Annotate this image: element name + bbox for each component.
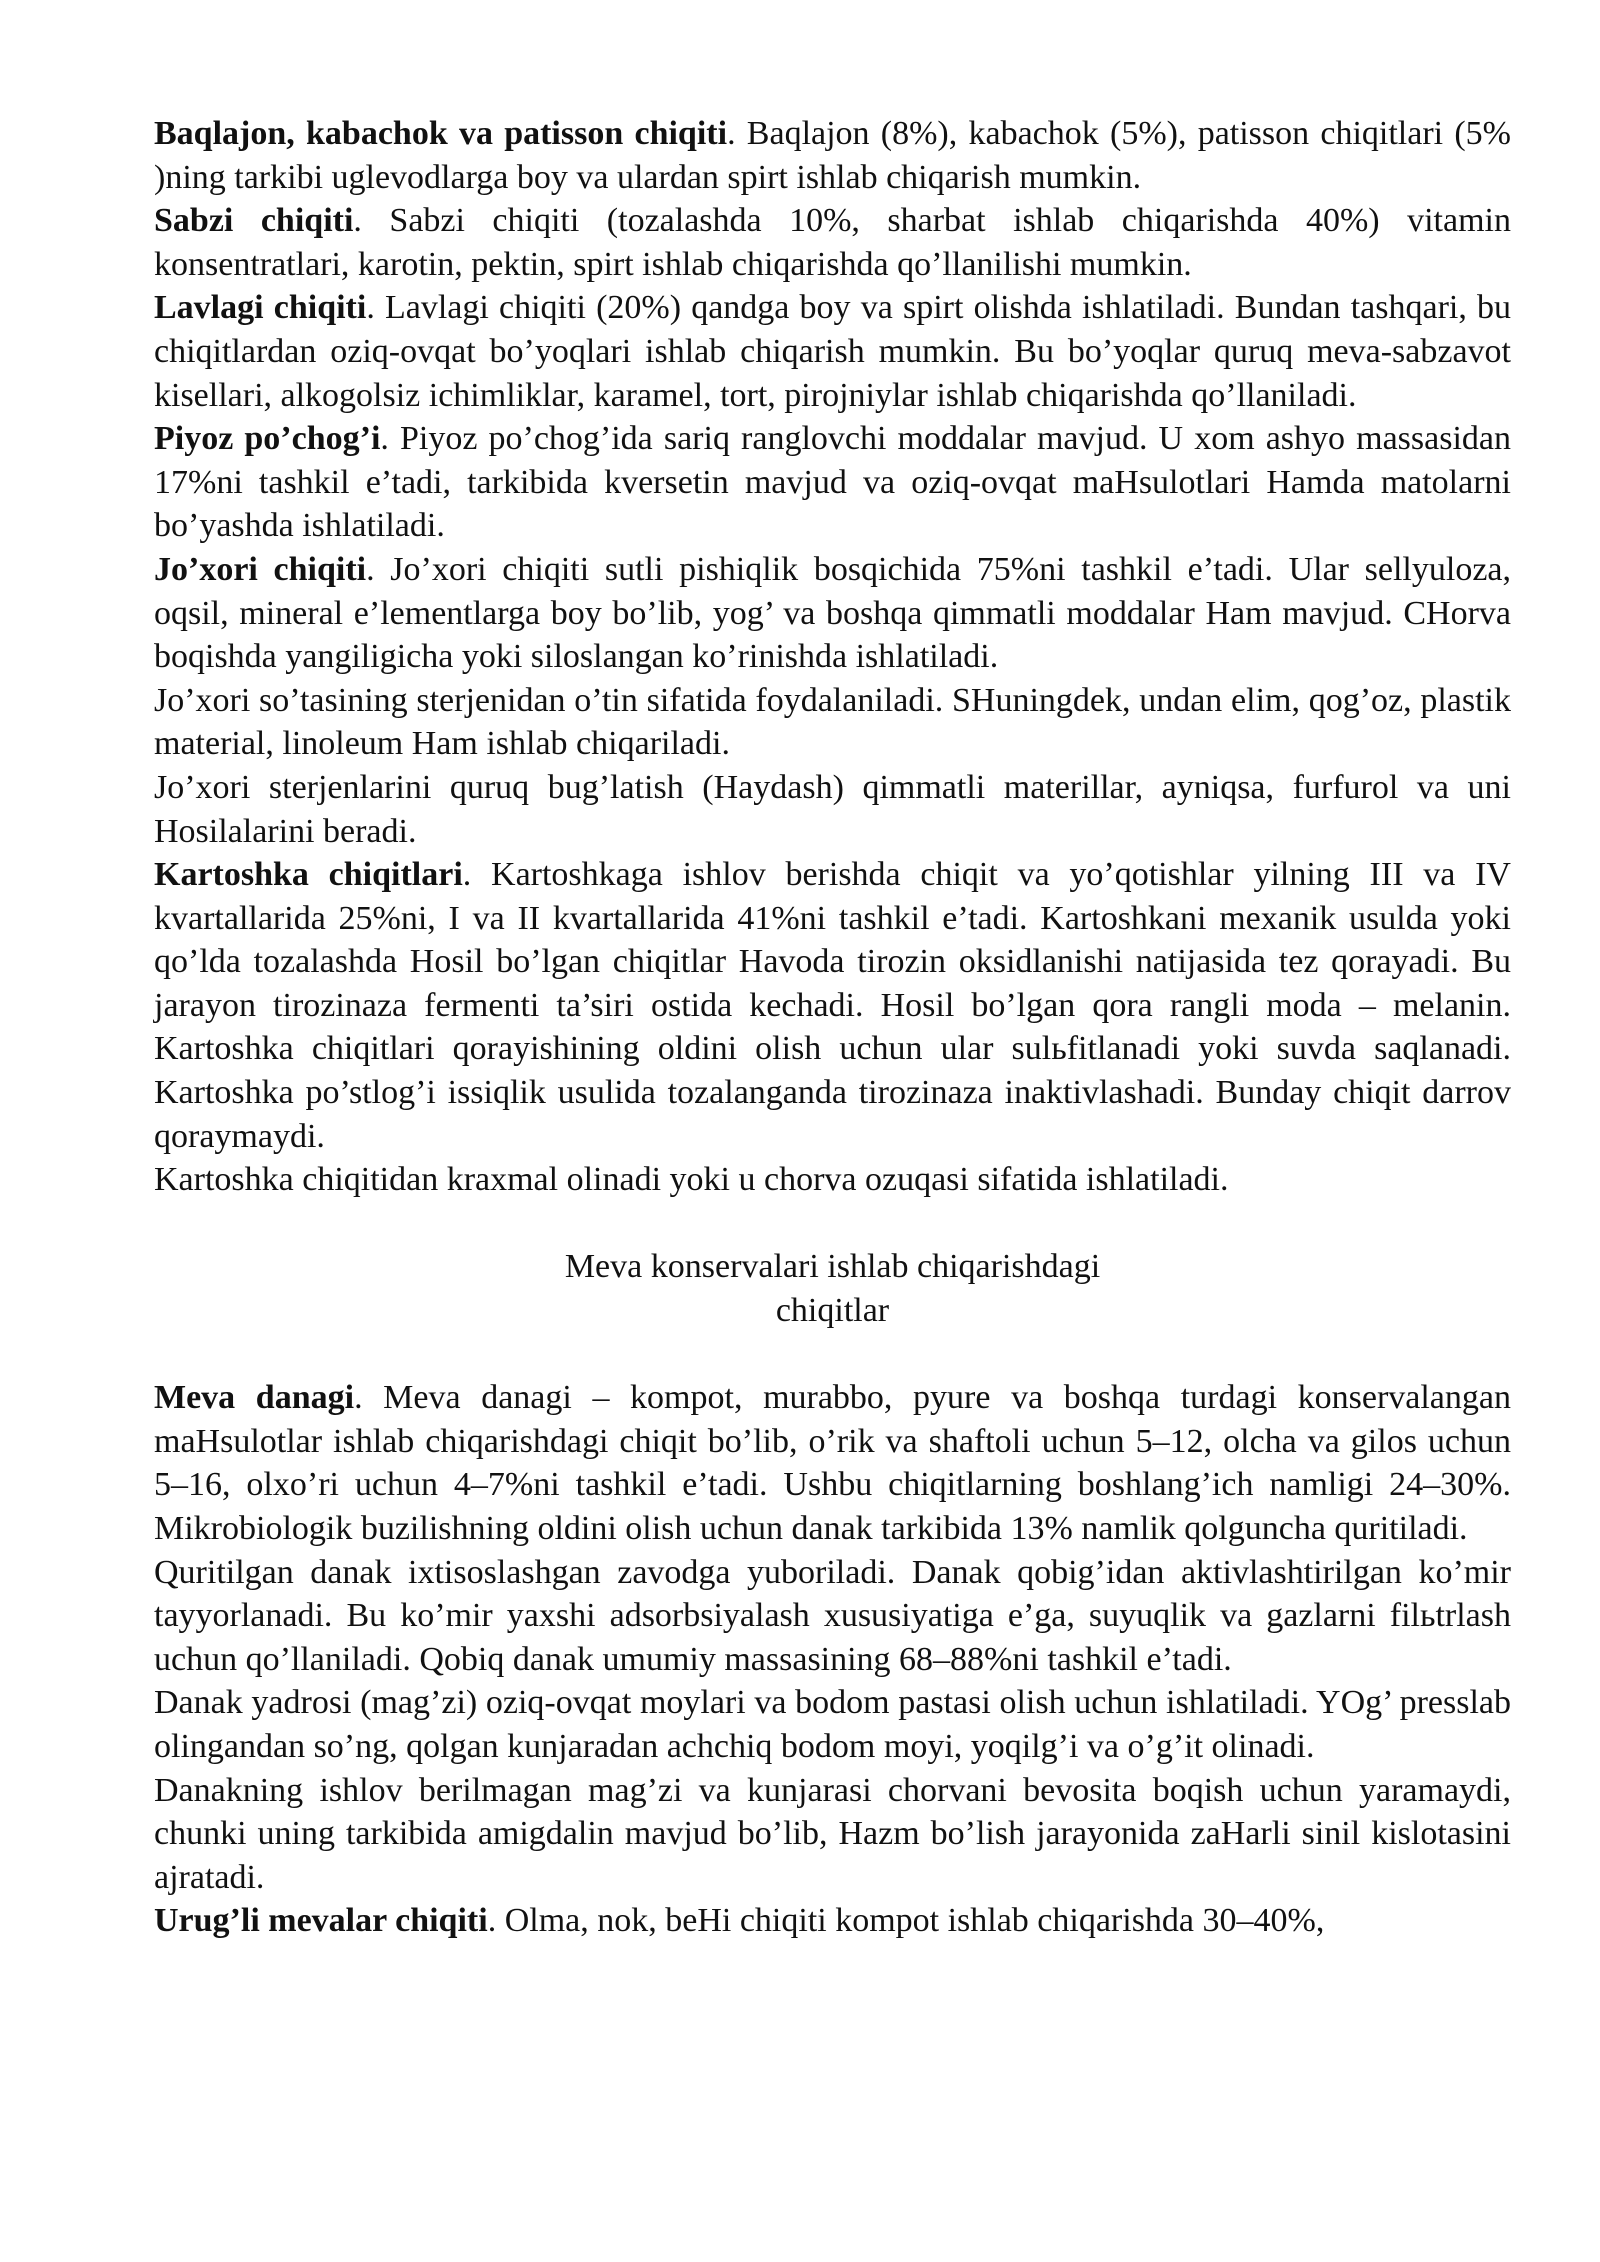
paragraph-text: Quritilgan danak ixtisoslashgan zavodga yuboriladi. Danak qobig’idan aktivlashtirilgan ko’mir tayyorlanadi. Bu ko’mir yaxshi adsorbsiyalash xususiyatiga e’ga, suyuqlik va gazlarni filьtrlash uchun qo’llaniladi. Qobiq danak umumiy massasining 68–88%ni tashkil e’tadi. xyxy=(154,1553,1511,1678)
paragraph xyxy=(154,417,1511,548)
paragraph xyxy=(154,199,1511,286)
paragraph xyxy=(154,1681,1511,1768)
paragraph-text: . Baqlajon (8%), kabachok (5%), patisson chiqitlari (5% )ning tarkibi uglevodlarga boy va ulardan spirt ishlab chiqarish mumkin. xyxy=(154,115,1511,196)
paragraph xyxy=(154,1551,1511,1682)
paragraph-text: Jo’xori sterjenlarini quruq bug’latish (Haydash) qimmatli materillar, ayniqsa, furfurol va uni Hosilalarini beradi. xyxy=(154,768,1511,850)
section-fruit-waste xyxy=(154,1376,1511,1943)
document-page xyxy=(154,112,1511,1943)
paragraph-text: Danak yadrosi (mag’zi) oziq-ovqat moylari va bodom pastasi olish uchun ishlatiladi. YOg’ presslab olingandan so’ng, qolgan kunjaradan achchiq bodom moyi, yoqilg’i va o’g’it olinadi. xyxy=(154,1684,1511,1765)
paragraph xyxy=(154,853,1511,1158)
heading-line-1: Meva konservalari ishlab chiqarishdagi xyxy=(564,1248,1101,1286)
paragraph-term: Lavlagi chiqiti xyxy=(154,289,367,327)
paragraph-text: Danakning ishlov berilmagan mag’zi va kunjarasi chorvani bevosita boqish uchun yaramaydi, chunki uning tarkibida amigdalin mavjud bo’lib, Hazm bo’lish jarayonida zaHarli sinil kislotasini ajratadi. xyxy=(154,1771,1511,1896)
paragraph-term: Baqlajon, kabachok va patisson chiqiti xyxy=(154,115,728,152)
paragraph xyxy=(154,548,1511,679)
paragraph xyxy=(154,679,1511,766)
paragraph-text: . Jo’xori chiqiti sutli pishiqlik bosqichida 75%ni tashkil e’tadi. Ular sellyuloza, oqsil, mineral e’lementlarga boy bo’lib, yog’ va boshqa qimmatli moddalar Ham mavjud. CHorva boqishda yangiligicha yoki siloslangan ko’rinishda ishlatiladi. xyxy=(154,550,1512,676)
paragraph xyxy=(154,112,1511,199)
paragraph-text: . Lavlagi chiqiti (20%) qandga boy va spirt olishda ishlatiladi. Bundan tashqari, bu chiqitlardan oziq-ovqat bo’yoqlari ishlab chiqarish mumkin. Bu bo’yoqlar quruq meva-sabzavot kisellari, alkogolsiz ichimliklar, karamel, tort, pirojniylar ishlab chiqarishda qo’llaniladi. xyxy=(154,289,1512,414)
paragraph-text: . Meva danagi – kompot, murabbo, pyure va boshqa turdagi konservalangan maHsulotlar ishlab chiqarishdagi chiqit bo’lib, o’rik va shaftoli uchun 5–12, olcha va gilos uchun 5–16, olxo’ri uchun 4–7%ni tashkil e’tadi. Ushbu chiqitlarning boshlang’ich namligi 24–30%. Mikrobiologik buzilishning oldini olish uchun danak tarkibida 13% namlik qolguncha quritiladi. xyxy=(154,1379,1511,1547)
paragraph-text: . Piyoz po’chog’ida sariq ranglovchi moddalar mavjud. U xom ashyo massasidan 17%ni tashkil e’tadi, tarkibida kversetin mavjud va oziq-ovqat maHsulotlari Hamda matolarni bo’yashda ishlatiladi. xyxy=(154,420,1511,545)
paragraph xyxy=(154,1158,1511,1202)
paragraph-term: Piyoz po’chog’i xyxy=(154,420,381,458)
section-vegetable-waste xyxy=(154,112,1511,1202)
paragraph xyxy=(154,766,1511,853)
paragraph-term: Urug’li mevalar chiqiti xyxy=(154,1902,488,1940)
paragraph-text: Jo’xori so’tasining sterjenidan o’tin sifatida foydalaniladi. SHuningdek, undan elim, qog’oz, plastik material, linoleum Ham ishlab chiqariladi. xyxy=(154,681,1511,763)
paragraph-term: Jo’xori chiqiti xyxy=(154,550,367,588)
paragraph-text: . Olma, nok, beHi chiqiti kompot ishlab chiqarishda 30–40%, xyxy=(487,1902,1325,1940)
paragraph-term: Sabzi chiqiti xyxy=(154,202,354,240)
paragraph-text: Kartoshka chiqitidan kraxmal olinadi yoki u chorva ozuqasi sifatida ishlatiladi. xyxy=(154,1161,1229,1199)
section-heading xyxy=(154,1245,1511,1332)
paragraph xyxy=(154,1769,1511,1900)
heading-line-2: chiqitlar xyxy=(775,1292,890,1330)
paragraph-text: . Sabzi chiqiti (tozalashda 10%, sharbat ishlab chiqarishda 40%) vitamin konsentratlari, karotin, pektin, spirt ishlab chiqarishda qo’llanilishi mumkin. xyxy=(154,202,1511,283)
paragraph xyxy=(154,286,1511,417)
paragraph xyxy=(154,1899,1511,1943)
paragraph xyxy=(154,1376,1511,1550)
paragraph-term: Kartoshka chiqitlari xyxy=(154,856,463,894)
paragraph-text: . Kartoshkaga ishlov berishda chiqit va yo’qotishlar yilning III va IV kvartallarida 25%ni, I va II kvartallarida 41%ni tashkil e’tadi. Kartoshkani mexanik usulda yoki qo’lda tozalashda Hosil bo’lgan chiqitlar Havoda tirozin oksidlanishi natijasida tez qorayadi. Bu jarayon tirozinaza fermenti ta’siri ostida kechadi. Hosil bo’lgan qora rangli moda – melanin. Kartoshka chiqitlari qorayishining oldini olish uchun ular sulьfitlanadi yoki suvda saqlanadi. Kartoshka po’stlog’i issiqlik usulida tozalanganda tirozinaza inaktivlashadi. Bunday chiqit darrov qoraymaydi. xyxy=(154,856,1511,1155)
paragraph-term: Meva danagi xyxy=(154,1379,355,1417)
